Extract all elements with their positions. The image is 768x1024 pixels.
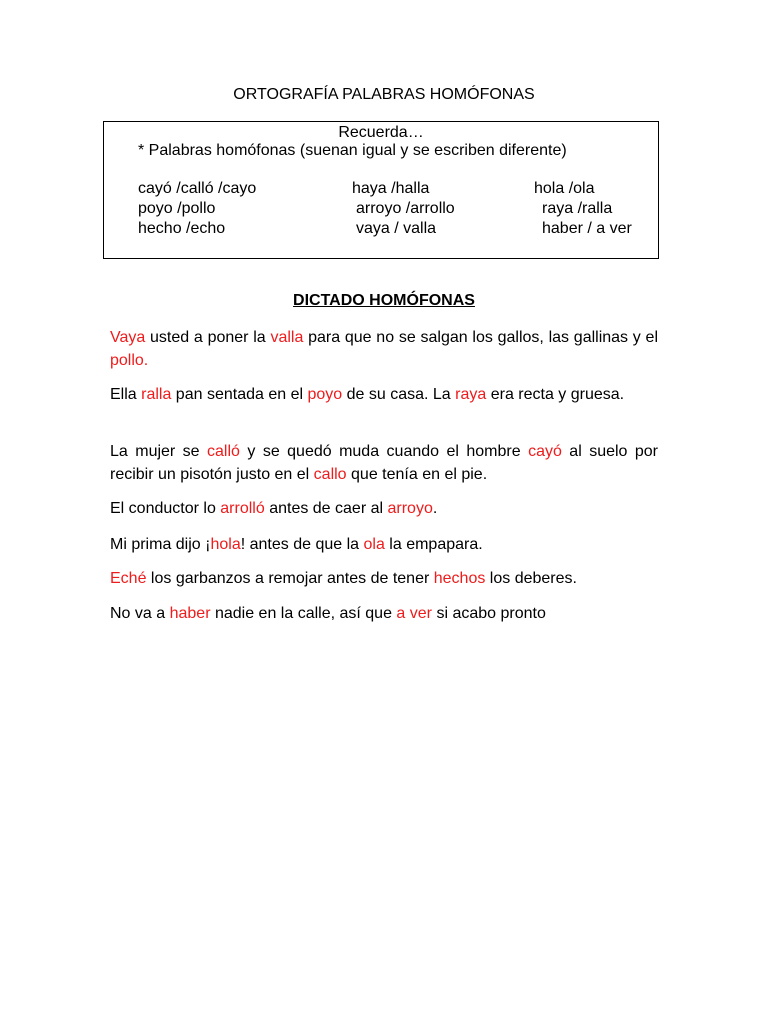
- sentence-text: los deberes.: [485, 570, 577, 587]
- homophone-word: calló: [207, 443, 240, 460]
- sentence-text: era recta y gruesa.: [486, 386, 625, 403]
- dictation-paragraph: [110, 533, 658, 556]
- dictation-title: DICTADO HOMÓFONAS: [293, 292, 475, 309]
- sentence-text: El conductor lo: [110, 500, 221, 517]
- homophone-pair: raya /ralla: [542, 200, 613, 217]
- homophone-word: Vaya: [110, 329, 146, 346]
- homophone-pair: hecho /echo: [138, 220, 226, 237]
- sentence-text: que tenía en el pie.: [346, 466, 488, 483]
- sentence-text: y se quedó muda cuando el hombre: [239, 443, 529, 460]
- homophone-pair: hola /ola: [534, 180, 595, 197]
- sentence-text: usted a poner la: [145, 329, 271, 346]
- dictation-paragraph: [110, 497, 658, 520]
- homophone-word: ralla: [141, 386, 172, 403]
- reminder-heading: Recuerda…: [338, 124, 424, 141]
- homophone-pair: vaya / valla: [356, 220, 437, 237]
- dictation-paragraph: [110, 383, 658, 406]
- sentence-text: Ella: [110, 386, 142, 403]
- dictation-paragraph: [110, 602, 658, 625]
- homophone-word: arroyo: [387, 500, 433, 517]
- sentence-text: los garbanzos a remojar antes de tener: [146, 570, 434, 587]
- sentence-text: si acabo pronto: [432, 605, 546, 622]
- sentence-text: nadie en la calle, así que: [210, 605, 397, 622]
- homophone-word: callo: [313, 466, 347, 483]
- sentence-text: al suelo por recibir un pisotón justo en el: [110, 443, 659, 483]
- homophone-word: cayó: [528, 443, 562, 460]
- dictation-paragraph: [110, 567, 658, 590]
- sentence-text: de su casa. La: [342, 386, 456, 403]
- sentence-text: No va a: [110, 605, 170, 622]
- homophone-pair: haya /halla: [352, 180, 430, 197]
- homophone-word: Eché: [110, 570, 147, 587]
- sentence-text: la empapara.: [384, 536, 483, 553]
- homophone-word: a ver: [396, 605, 432, 622]
- homophone-pair: haber / a ver: [542, 220, 632, 237]
- homophone-pair: cayó /calló /cayo: [138, 180, 257, 197]
- sentence-text: Mi prima dijo ¡: [110, 536, 211, 553]
- document-title: ORTOGRAFÍA PALABRAS HOMÓFONAS: [233, 86, 535, 103]
- homophone-word: hechos: [433, 570, 486, 587]
- reminder-box: [103, 121, 659, 259]
- homophone-word: hola: [210, 536, 241, 553]
- homophone-word: ola: [363, 536, 385, 553]
- homophone-word: poyo: [307, 386, 343, 403]
- homophone-word: raya: [455, 386, 487, 403]
- homophone-word: valla: [270, 329, 304, 346]
- sentence-text: pan sentada en el: [171, 386, 308, 403]
- homophone-word: pollo.: [110, 352, 149, 369]
- homophone-pair: arroyo /arrollo: [356, 200, 455, 217]
- homophone-pair: poyo /pollo: [138, 200, 216, 217]
- sentence-text: La mujer se: [110, 443, 208, 460]
- sentence-text: antes de caer al: [264, 500, 388, 517]
- dictation-paragraph: [110, 326, 658, 372]
- sentence-text: ! antes de que la: [240, 536, 364, 553]
- dictation-paragraph: [110, 440, 658, 486]
- homophone-word: arrolló: [220, 500, 265, 517]
- sentence-text: para que no se salgan los gallos, las gallinas y el: [303, 329, 659, 346]
- sentence-text: .: [432, 500, 438, 517]
- reminder-note: * Palabras homófonas (suenan igual y se escriben diferente): [138, 142, 567, 159]
- homophone-word: haber: [169, 605, 211, 622]
